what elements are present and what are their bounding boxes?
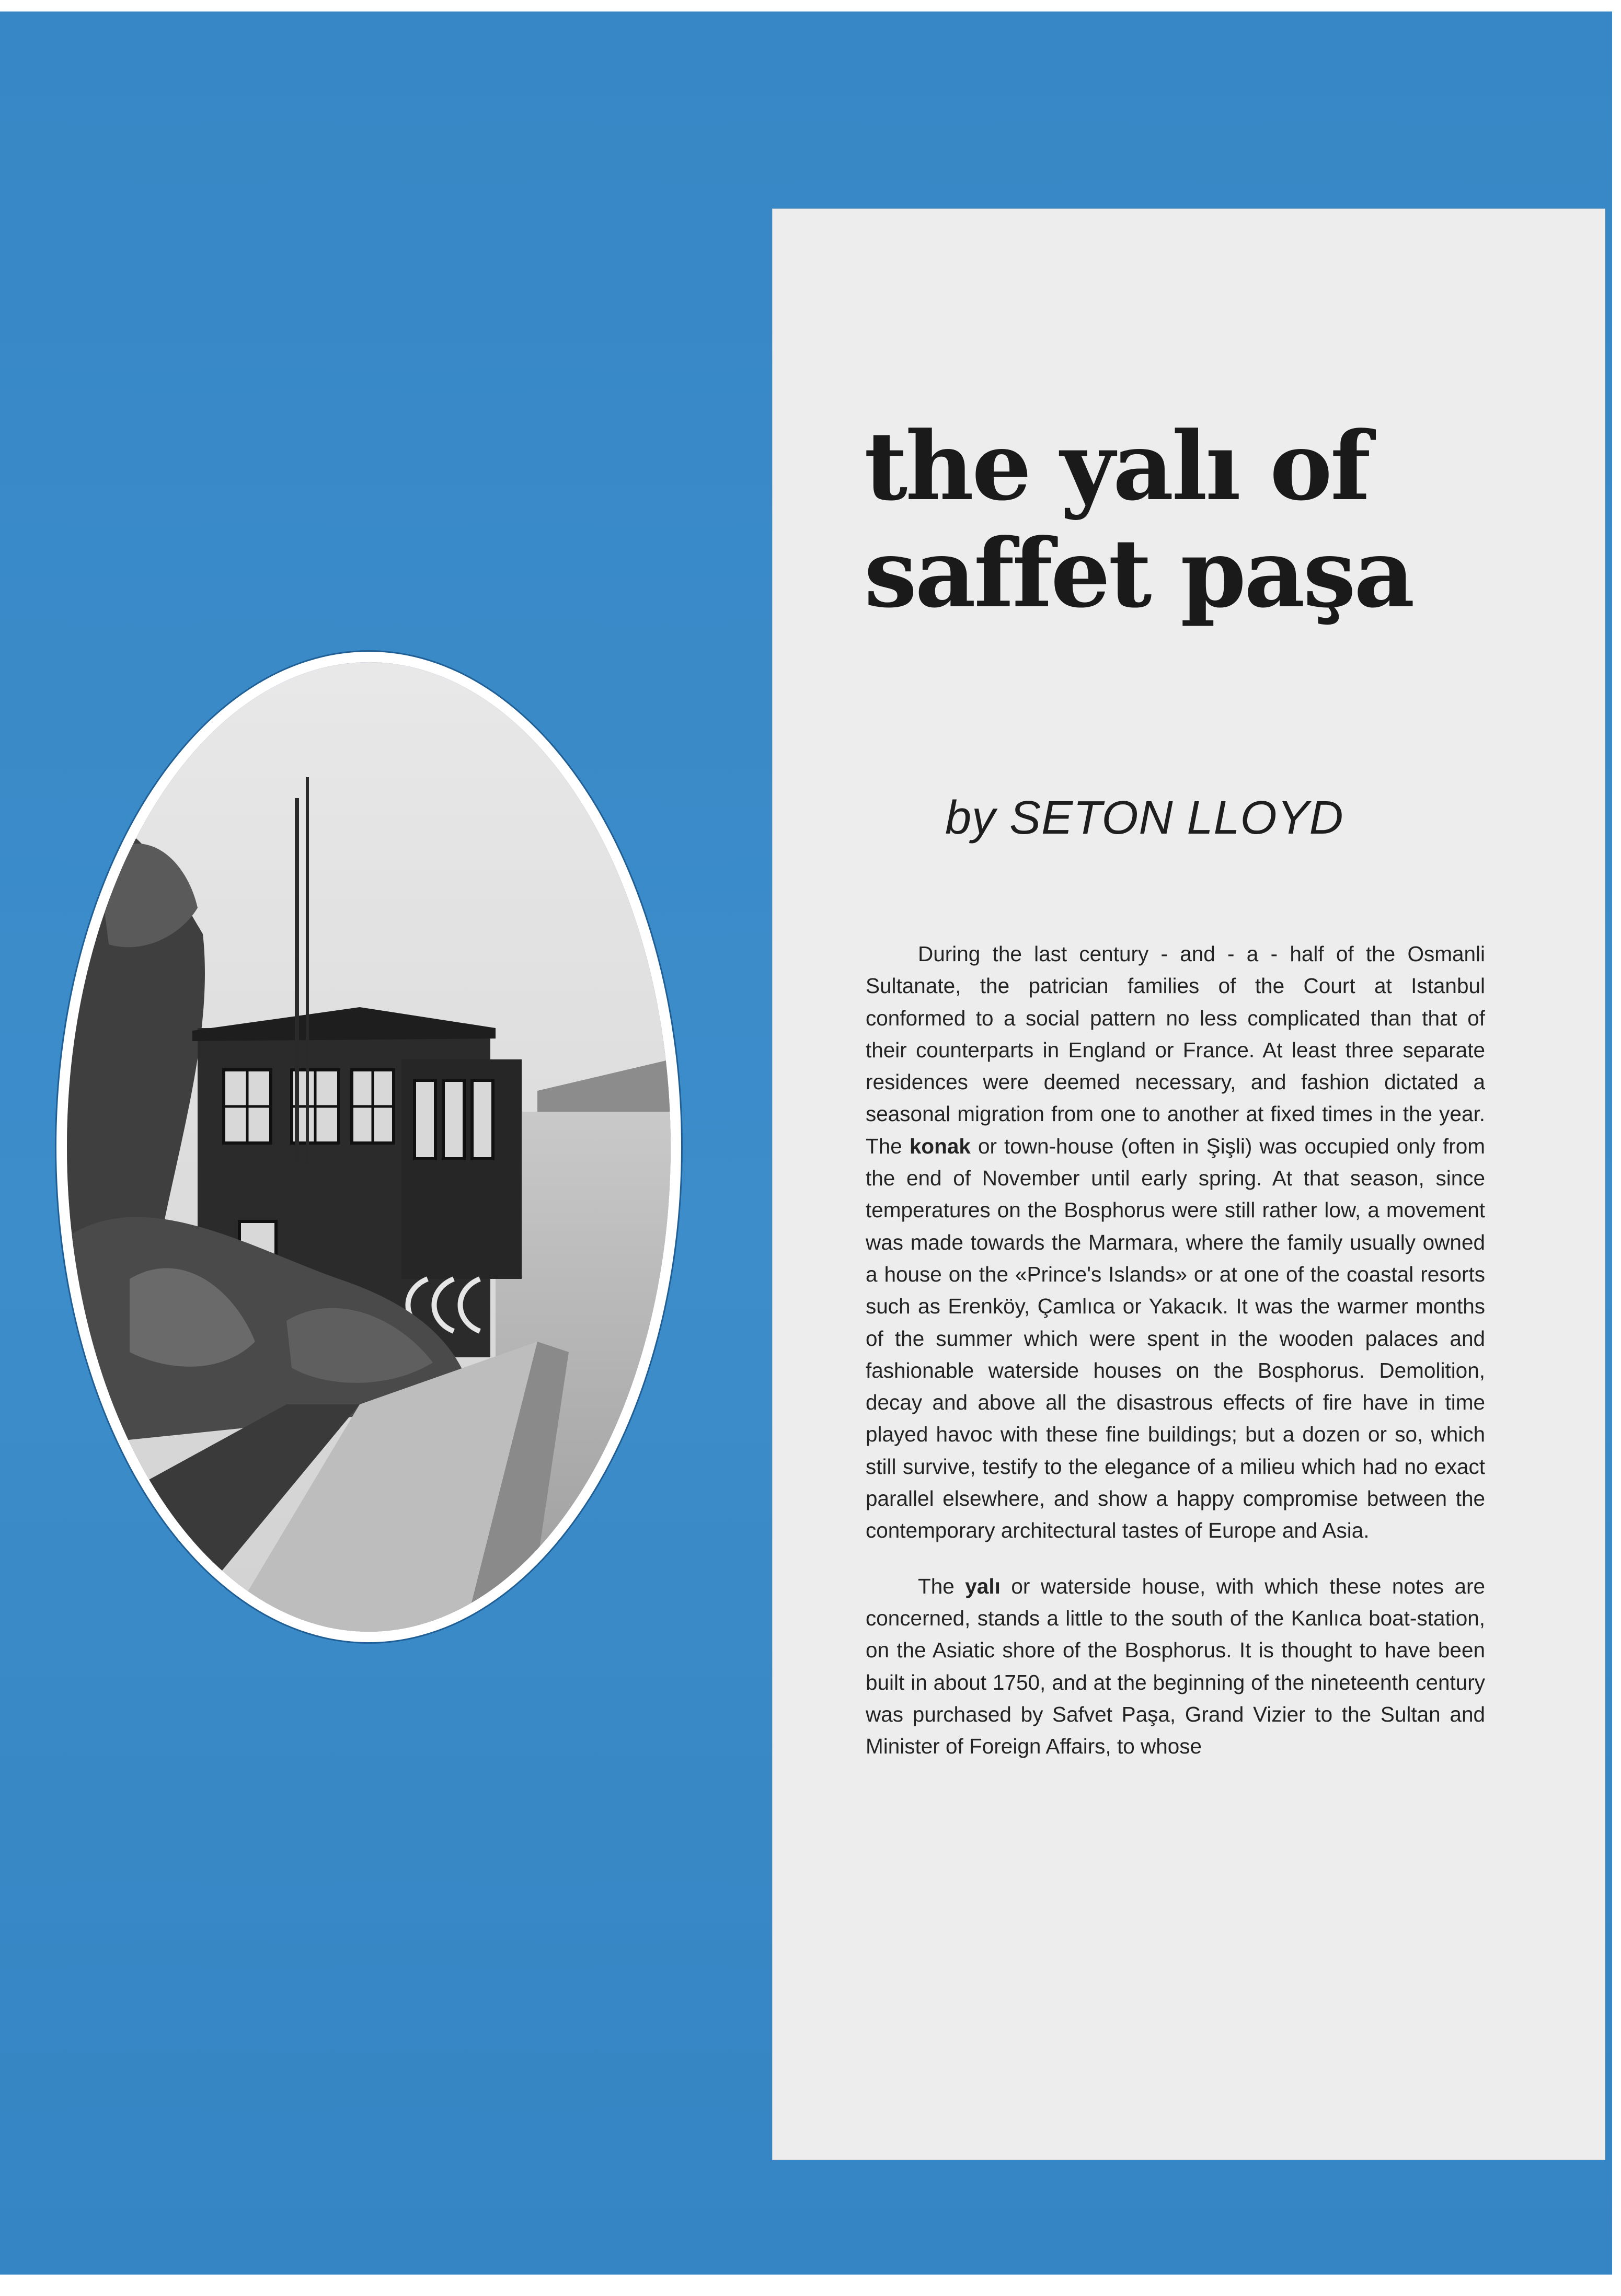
- paragraph-1-text-a: During the last century - and - a - half of the Osmanli Sultanate, the patrician families of the Court at Istanbul conformed to a social pattern no less complicated than that of their counterparts in England or France. At least three separate residences were deemed necessary, and fashion dictated a seasonal migration from one to another at fixed times in the year. The: [866, 942, 1485, 1158]
- article-panel: [773, 209, 1605, 2160]
- keyword-yali: yalı: [965, 1574, 1001, 1598]
- yali-photograph: [67, 662, 671, 1632]
- article-title: [864, 413, 1570, 627]
- author-byline: by SETON LLOYD: [945, 792, 1344, 844]
- paragraph-2-text-b: or waterside house, with which these notes are concerned, stands a little to the south of the Kanlıca boat-station, on the Asiatic shore of the Bosphorus. It is thought to have been built in about 1750, and at the beginning of the nineteenth century was purchased by Safvet Paşa, Grand Vizier to the Sultan and Minister of Foreign Affairs, to whose: [866, 1574, 1485, 1759]
- article-body: [866, 938, 1485, 1762]
- paragraph-2-text-a: The: [918, 1574, 965, 1598]
- paragraph-2: [866, 1571, 1485, 1763]
- paragraph-1-text-b: or town-house (often in Şişli) was occupied only from the end of November until early spring. At that season, since temperatures on the Bosphorus were still rather low, a movement was made towards the Marmara, where the family usually owned a house on the «Prince's Islands» or at one of the coastal resorts such as Erenköy, Çamlıca or Yakacık. It was the warmer months of the summer which were spent in the wooden palaces and fashionable waterside houses on the Bosphorus. Demolition, decay and above all the disastrous effects of fire have in time played havoc with these fine buildings; but a dozen or so, which still survive, testify to the elegance of a milieu which had no exact parallel elsewhere, and show a happy compromise between the contemporary architectural tastes of Europe and Asia.: [866, 1134, 1485, 1543]
- keyword-konak: konak: [909, 1134, 971, 1158]
- magazine-page: [0, 11, 1612, 2275]
- paragraph-1: [866, 938, 1485, 1547]
- title-line-2: saffet paşa: [864, 518, 1413, 629]
- title-line-1: the yalı of: [864, 411, 1369, 522]
